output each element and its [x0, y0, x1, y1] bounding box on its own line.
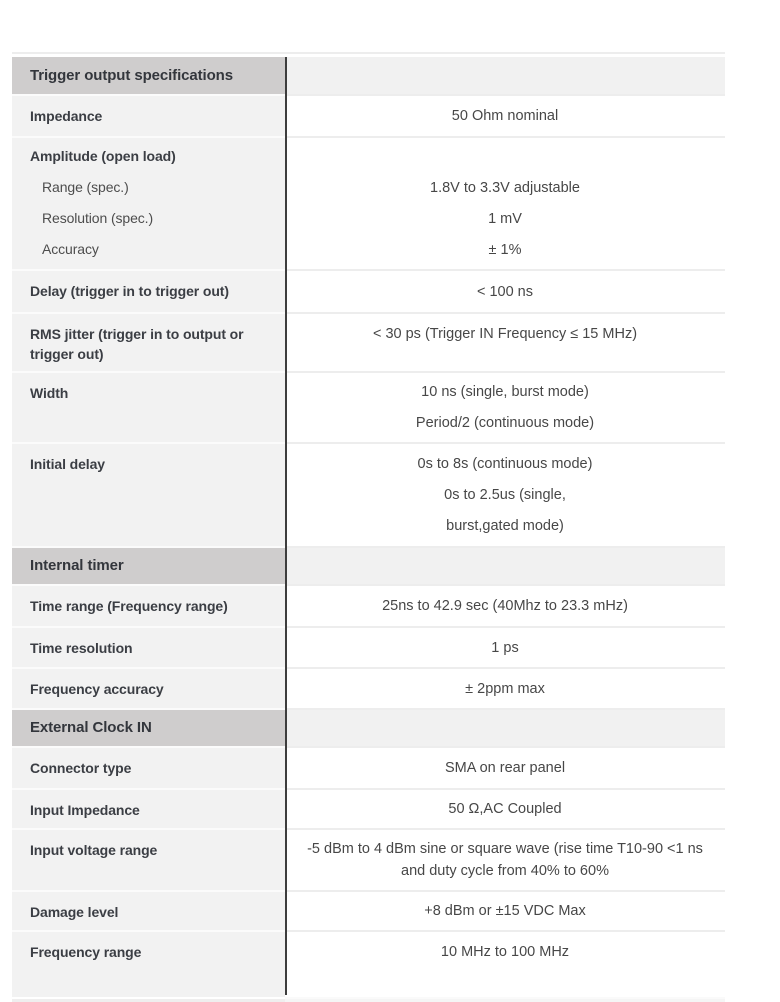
spec-row [12, 890, 725, 930]
row-sublabel: Accuracy [42, 241, 99, 257]
section-header-label: External Clock IN [12, 708, 285, 746]
row-label: Damage level [12, 890, 285, 930]
row-label: Delay (trigger in to trigger out) [12, 269, 285, 312]
row-label: Input voltage range [12, 828, 285, 890]
row-value: 1.8V to 3.3V adjustable [430, 179, 580, 196]
next-row-sliver [12, 997, 725, 1002]
section-header-spacer [285, 546, 725, 584]
row-label: Impedance [12, 94, 285, 136]
row-label: Frequency accuracy [12, 667, 285, 708]
spec-row [12, 930, 725, 997]
spec-row [12, 371, 725, 442]
spec-table [12, 57, 725, 1002]
row-label: Time range (Frequency range) [12, 584, 285, 626]
row-value: 0s to 8s (continuous mode) [417, 455, 593, 472]
section-header-row [12, 708, 725, 746]
row-label: RMS jitter (trigger in to output or trigger out) [12, 312, 285, 371]
row-label: Width [12, 371, 285, 442]
spec-row [12, 584, 725, 626]
spec-row [12, 828, 725, 890]
spec-row [12, 788, 725, 828]
value-spacer [503, 142, 507, 173]
row-label: Time resolution [12, 626, 285, 667]
row-value: +8 dBm or ±15 VDC Max [424, 903, 586, 919]
row-label: Initial delay [12, 442, 285, 546]
table-top-border [12, 52, 725, 54]
row-value: 50 Ω,AC Coupled [448, 801, 562, 817]
row-label: Frequency range [12, 930, 285, 997]
spec-row-group [12, 136, 725, 269]
row-value: and duty cycle from 40% to 60% [401, 863, 609, 879]
row-value: 0s to 2.5us (single, [444, 486, 566, 503]
row-value: 50 Ohm nominal [451, 108, 559, 124]
section-header-label: Internal timer [12, 546, 285, 584]
row-value: 25ns to 42.9 sec (40Mhz to 23.3 mHz) [382, 598, 628, 614]
row-value: ± 2ppm max [465, 680, 545, 697]
spec-row [12, 746, 725, 788]
row-value: -5 dBm to 4 dBm sine or square wave (rise time T10-90 <1 ns [307, 841, 703, 857]
row-label: Input Impedance [12, 788, 285, 828]
row-value: < 30 ps (Trigger IN Frequency ≤ 15 MHz) [372, 326, 638, 342]
section-header-row [12, 57, 725, 94]
row-sublabel: Range (spec.) [42, 179, 129, 195]
row-value: 10 MHz to 100 MHz [440, 944, 570, 960]
spec-row [12, 667, 725, 708]
row-value: Period/2 (continuous mode) [415, 414, 595, 431]
row-label: Amplitude (open load) [30, 148, 176, 164]
row-value: 1 mV [488, 210, 522, 227]
spec-row [12, 312, 725, 371]
row-value: ± 1% [488, 241, 522, 258]
section-header-spacer [285, 57, 725, 94]
section-header-spacer [285, 708, 725, 746]
spec-row [12, 94, 725, 136]
row-label: Connector type [12, 746, 285, 788]
row-value: SMA on rear panel [444, 760, 566, 776]
row-value: 10 ns (single, burst mode) [421, 383, 589, 400]
row-value: 1 ps [491, 639, 519, 656]
column-divider [285, 57, 287, 995]
section-header-label: Trigger output specifications [12, 57, 285, 94]
row-sublabel: Resolution (spec.) [42, 210, 154, 226]
spec-row [12, 269, 725, 312]
row-value: burst,gated mode) [446, 517, 564, 534]
row-value: < 100 ns [476, 283, 534, 300]
spec-row [12, 442, 725, 546]
section-header-row [12, 546, 725, 584]
spec-row [12, 626, 725, 667]
